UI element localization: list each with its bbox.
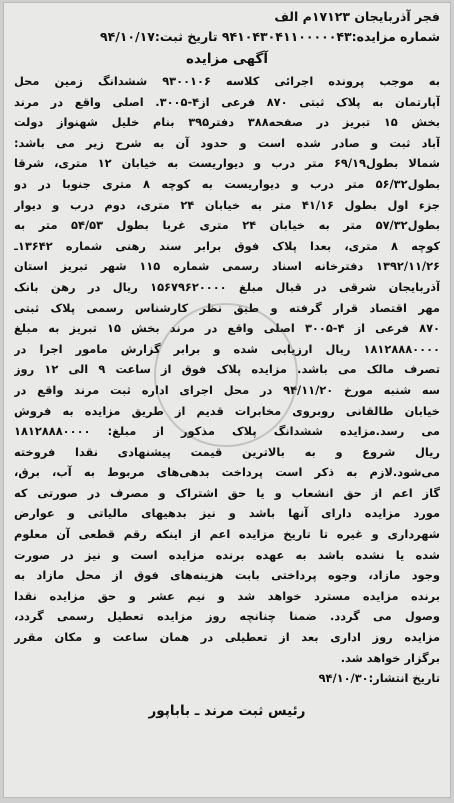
body-line: شده یا نشده باشد به عهده برنده مزایده است و نیز در صورت	[14, 547, 440, 562]
body-line: کوچه ۸ متری، بعدا پلاک فوق برابر سند رهنی شماره ۱۳۶۴۲ـ	[14, 238, 440, 253]
ad-clipping	[3, 2, 451, 798]
body-line: شهرداری و غیره تا تاریخ مزایده اعم از اینکه رقم قطعی آن معلوم	[14, 527, 440, 542]
body-line: بطول۵۷/۳۲ متر به خیابان ۲۴ متری غربا بطول ۵۴/۵۳ متر به	[14, 218, 440, 233]
newspaper-reference: فجر آذربایجان ۱۷۱۲۳م الف	[274, 9, 440, 24]
body-line: به موجب پرونده اجرائی کلاسه ۹۳۰۰۱۰۶ ششدانگ زمین محل	[14, 74, 440, 88]
body-line: ۸۷۰ فرعی از ۴-۳۰۰۵ اصلی واقع در مرند بخش ۱۵ تبریز به مبلغ	[14, 321, 440, 336]
body-line: برگزار خواهد شد.	[340, 650, 440, 665]
body-line: تصرف مالک می باشد. مزایده پلاک فوق از ساعت ۹ الی ۱۲ روز	[14, 362, 440, 377]
body-line: آپارتمان به پلاک ثبتی ۸۷۰ فرعی از۴-۳۰۰۵. اصلی واقع در مرند	[14, 94, 440, 109]
body-line: خیابان طالقانی روبروی مخابرات قدیم از طریق مزایده به فروش	[14, 403, 440, 418]
body-line: ریال شروع و به بالاترین قیمت پیشنهادی نقدا فروخته	[14, 444, 440, 459]
body-line: ۱۸۱۲۸۸۸۰۰۰۰ ریال ارزیابی شده و برابر گزارش مامور اجرا در	[14, 341, 440, 356]
body-line: می‌شود.لازم به ذکر است پرداخت بدهی‌های مربوط به آب، برق،	[14, 465, 440, 480]
body-line: بطول۵۶/۳۲ متر درب و دیواریست به کوچه ۸ متری جنوبا در دو	[14, 176, 440, 191]
body-line: ۱۳۹۲/۱۱/۲۶ دفترخانه اسناد رسمی شماره ۱۱۵ شهر تبریز استان	[14, 259, 440, 274]
body-line: سه شنبه مورخ ۹۴/۱۱/۲۰ در محل اجرای اداره ثبت مرند واقع در	[14, 382, 440, 397]
body-line: می رسد.مزایده ششدانگ پلاک مذکور از مبلغ: ۱۸۱۲۸۸۸۰۰۰۰	[14, 424, 440, 439]
body-line: گاز اعم از حق انشعاب و یا حق اشتراک و مصرف در صورتی که	[14, 485, 440, 500]
body-line: آباد ثبت و صادر شده است و حدود آن به شرح زیر می باشد:	[14, 135, 440, 150]
body-line: وصول می گردد. ضمنا چنانچه روز مزایده تعطیل رسمی گردد،	[14, 609, 440, 624]
ad-body	[14, 71, 440, 668]
body-line: مورد مزایده دارای آنها باشد و نیز بدهیهای مالیاتی و عوارض	[14, 506, 440, 521]
ad-title: آگهی مزایده	[186, 51, 268, 67]
case-number-line: شماره مزایده:۹۴۱۰۴۳۰۴۱۱۰۰۰۰۰۴۳ تاریخ ثبت:۹۴/۱۰/۱۷	[99, 29, 440, 44]
publish-date: تاریخ انتشار:۹۴/۱۰/۳۰	[318, 671, 440, 686]
body-line: بخش ۱۵ تبریز در صفحه۳۸۸ دفتر۳۹۵ بنام خلیل شهنواز دولت	[14, 115, 440, 130]
body-line: مهر اقتصاد قرار گرفته و طبق نظر کارشناس رسمی پلاک ثبتی	[14, 300, 440, 315]
body-line: آذربایجان شرقی در قبال مبلغ ۱۵۶۷۹۶۲۰۰۰۰ ریال در رهن بانک	[14, 279, 440, 294]
ad-content	[4, 3, 450, 722]
body-line: وجود مازاد، وجوه پرداختی بابت هزینه‌های فوق از محل مازاد به	[14, 568, 440, 583]
body-line: برنده مزایده مسترد خواهد شد و نیم عشر و حق مزایده نقدا	[14, 588, 440, 603]
body-line: جزء اول بطول ۴۱/۱۶ متر به خیابان ۲۴ متری، دوم درب و دیوار	[14, 197, 440, 212]
body-line: شمالا بطول۶۹/۱۹ متر درب و دیواریست به خیابان ۱۲ متری، شرقا	[14, 156, 440, 171]
signature: رئیس ثبت مرند ـ باباپور	[148, 703, 306, 720]
body-line: مزایده روز اداری بعد از تعطیلی در همان ساعت و مکان مقرر	[14, 630, 440, 645]
